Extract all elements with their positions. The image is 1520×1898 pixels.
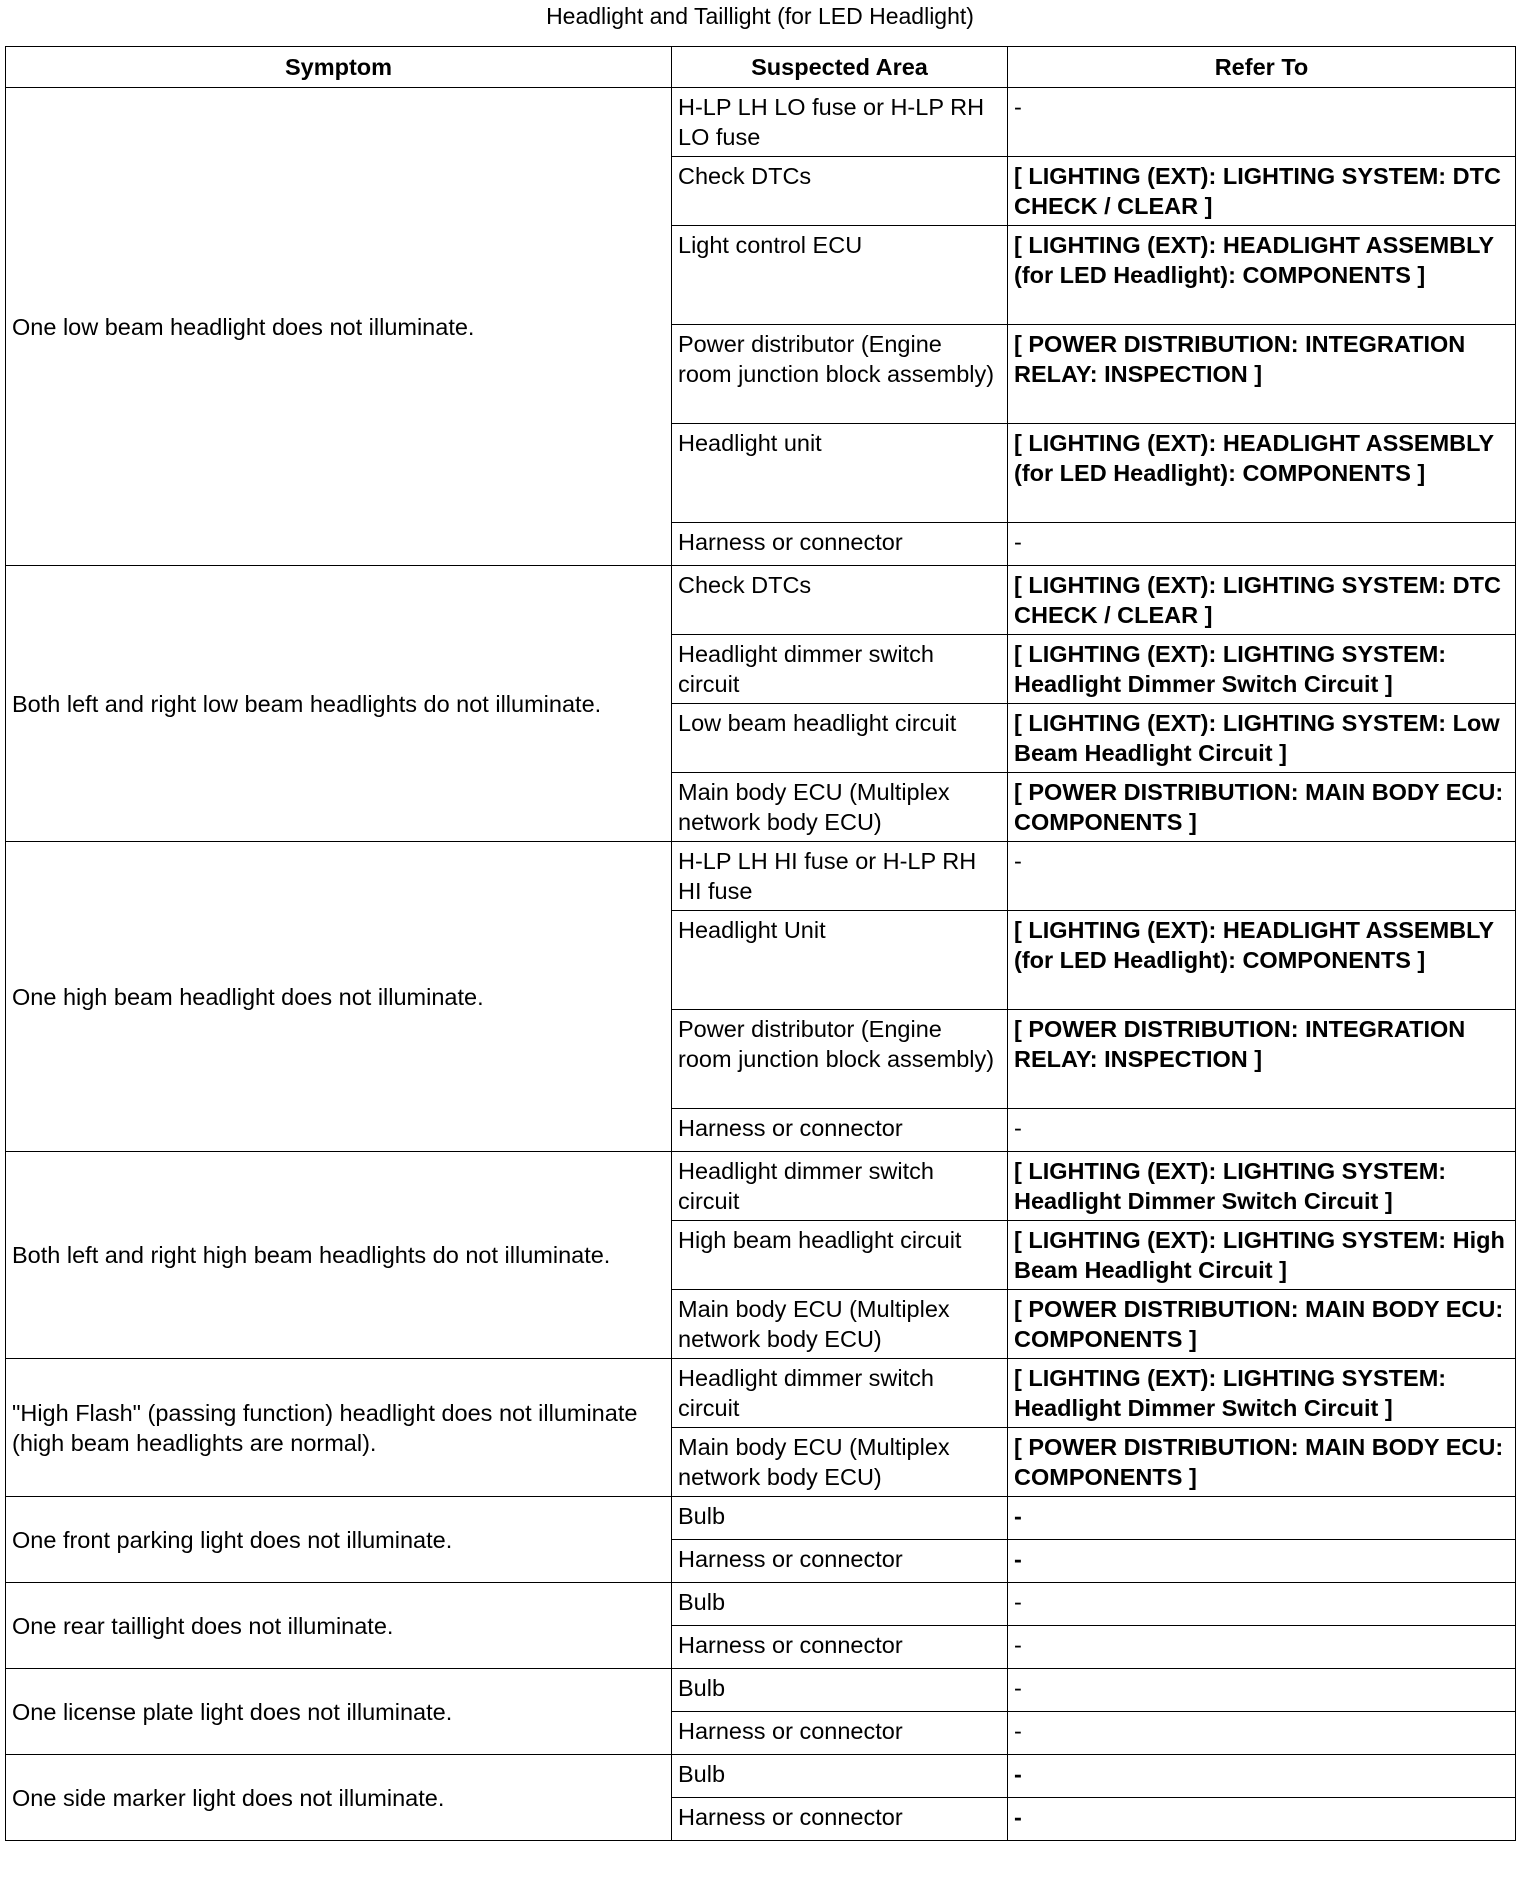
symptom-cell: One license plate light does not illuminate. xyxy=(6,1669,672,1755)
suspected-area-cell: Power distributor (Engine room junction block assembly) xyxy=(672,325,1008,424)
page-title: Headlight and Taillight (for LED Headlight) xyxy=(546,3,974,29)
refer-to-cell: [ LIGHTING (EXT): LIGHTING SYSTEM: DTC CHECK / CLEAR ] xyxy=(1008,157,1516,226)
refer-to-cell: [ LIGHTING (EXT): HEADLIGHT ASSEMBLY (for LED Headlight): COMPONENTS ] xyxy=(1008,226,1516,325)
refer-to-cell: [ LIGHTING (EXT): LIGHTING SYSTEM: Headlight Dimmer Switch Circuit ] xyxy=(1008,635,1516,704)
table-row xyxy=(6,1497,1516,1540)
refer-to-cell: [ LIGHTING (EXT): HEADLIGHT ASSEMBLY (for LED Headlight): COMPONENTS ] xyxy=(1008,424,1516,523)
table-row xyxy=(6,1583,1516,1626)
suspected-area-cell: Harness or connector xyxy=(672,1109,1008,1152)
symptom-cell: Both left and right low beam headlights do not illuminate. xyxy=(6,566,672,842)
suspected-area-cell: Harness or connector xyxy=(672,1626,1008,1669)
suspected-area-cell: Headlight dimmer switch circuit xyxy=(672,635,1008,704)
table-row xyxy=(6,1359,1516,1428)
refer-to-cell: - xyxy=(1008,1583,1516,1626)
refer-to-cell: - xyxy=(1008,1626,1516,1669)
symptom-cell: One low beam headlight does not illuminate. xyxy=(6,88,672,566)
header-row xyxy=(6,47,1516,88)
suspected-area-cell: Check DTCs xyxy=(672,566,1008,635)
suspected-area-cell: Main body ECU (Multiplex network body ECU) xyxy=(672,773,1008,842)
refer-to-cell: - xyxy=(1008,523,1516,566)
suspected-area-cell: Main body ECU (Multiplex network body ECU) xyxy=(672,1290,1008,1359)
suspected-area-cell: Bulb xyxy=(672,1669,1008,1712)
refer-to-cell: [ LIGHTING (EXT): HEADLIGHT ASSEMBLY (for LED Headlight): COMPONENTS ] xyxy=(1008,911,1516,1010)
refer-to-cell: - xyxy=(1008,1712,1516,1755)
table-row xyxy=(6,88,1516,157)
suspected-area-cell: H-LP LH LO fuse or H-LP RH LO fuse xyxy=(672,88,1008,157)
troubleshooting-table xyxy=(5,46,1516,1841)
symptom-cell: One rear taillight does not illuminate. xyxy=(6,1583,672,1669)
refer-to-cell: [ LIGHTING (EXT): LIGHTING SYSTEM: High Beam Headlight Circuit ] xyxy=(1008,1221,1516,1290)
symptom-cell: Both left and right high beam headlights do not illuminate. xyxy=(6,1152,672,1359)
suspected-area-cell: Power distributor (Engine room junction block assembly) xyxy=(672,1010,1008,1109)
refer-to-cell: - xyxy=(1008,1798,1516,1841)
symptom-cell: One front parking light does not illuminate. xyxy=(6,1497,672,1583)
suspected-area-cell: Harness or connector xyxy=(672,523,1008,566)
refer-to-cell: - xyxy=(1008,1497,1516,1540)
suspected-area-cell: Main body ECU (Multiplex network body ECU) xyxy=(672,1428,1008,1497)
suspected-area-cell: Headlight dimmer switch circuit xyxy=(672,1359,1008,1428)
suspected-area-cell: Light control ECU xyxy=(672,226,1008,325)
suspected-area-cell: Harness or connector xyxy=(672,1712,1008,1755)
refer-to-cell: [ LIGHTING (EXT): LIGHTING SYSTEM: Low Beam Headlight Circuit ] xyxy=(1008,704,1516,773)
refer-to-cell: [ POWER DISTRIBUTION: MAIN BODY ECU: COMPONENTS ] xyxy=(1008,1290,1516,1359)
table-row xyxy=(6,1152,1516,1221)
refer-to-cell: [ LIGHTING (EXT): LIGHTING SYSTEM: Headlight Dimmer Switch Circuit ] xyxy=(1008,1359,1516,1428)
refer-to-cell: [ POWER DISTRIBUTION: MAIN BODY ECU: COMPONENTS ] xyxy=(1008,1428,1516,1497)
table-row xyxy=(6,566,1516,635)
suspected-area-cell: High beam headlight circuit xyxy=(672,1221,1008,1290)
suspected-area-cell: Bulb xyxy=(672,1755,1008,1798)
table-row xyxy=(6,842,1516,911)
suspected-area-cell: Headlight dimmer switch circuit xyxy=(672,1152,1008,1221)
refer-to-cell: [ POWER DISTRIBUTION: INTEGRATION RELAY: INSPECTION ] xyxy=(1008,1010,1516,1109)
header-refer-to: Refer To xyxy=(1008,47,1516,88)
suspected-area-cell: Headlight unit xyxy=(672,424,1008,523)
refer-to-cell: - xyxy=(1008,842,1516,911)
table-row xyxy=(6,1755,1516,1798)
suspected-area-cell: Bulb xyxy=(672,1497,1008,1540)
symptom-cell: "High Flash" (passing function) headlight does not illuminate (high beam headlights are normal). xyxy=(6,1359,672,1497)
refer-to-cell: - xyxy=(1008,1755,1516,1798)
refer-to-cell: [ POWER DISTRIBUTION: INTEGRATION RELAY: INSPECTION ] xyxy=(1008,325,1516,424)
suspected-area-cell: Low beam headlight circuit xyxy=(672,704,1008,773)
suspected-area-cell: Harness or connector xyxy=(672,1798,1008,1841)
table-body xyxy=(6,88,1516,1841)
suspected-area-cell: H-LP LH HI fuse or H-LP RH HI fuse xyxy=(672,842,1008,911)
symptom-cell: One side marker light does not illuminate. xyxy=(6,1755,672,1841)
table-row xyxy=(6,1669,1516,1712)
header-suspected-area: Suspected Area xyxy=(672,47,1008,88)
header-symptom: Symptom xyxy=(6,47,672,88)
refer-to-cell: [ LIGHTING (EXT): LIGHTING SYSTEM: DTC CHECK / CLEAR ] xyxy=(1008,566,1516,635)
refer-to-cell: - xyxy=(1008,1109,1516,1152)
suspected-area-cell: Headlight Unit xyxy=(672,911,1008,1010)
refer-to-cell: - xyxy=(1008,1540,1516,1583)
suspected-area-cell: Bulb xyxy=(672,1583,1008,1626)
refer-to-cell: - xyxy=(1008,1669,1516,1712)
refer-to-cell: - xyxy=(1008,88,1516,157)
suspected-area-cell: Check DTCs xyxy=(672,157,1008,226)
refer-to-cell: [ LIGHTING (EXT): LIGHTING SYSTEM: Headlight Dimmer Switch Circuit ] xyxy=(1008,1152,1516,1221)
refer-to-cell: [ POWER DISTRIBUTION: MAIN BODY ECU: COMPONENTS ] xyxy=(1008,773,1516,842)
symptom-cell: One high beam headlight does not illuminate. xyxy=(6,842,672,1152)
suspected-area-cell: Harness or connector xyxy=(672,1540,1008,1583)
